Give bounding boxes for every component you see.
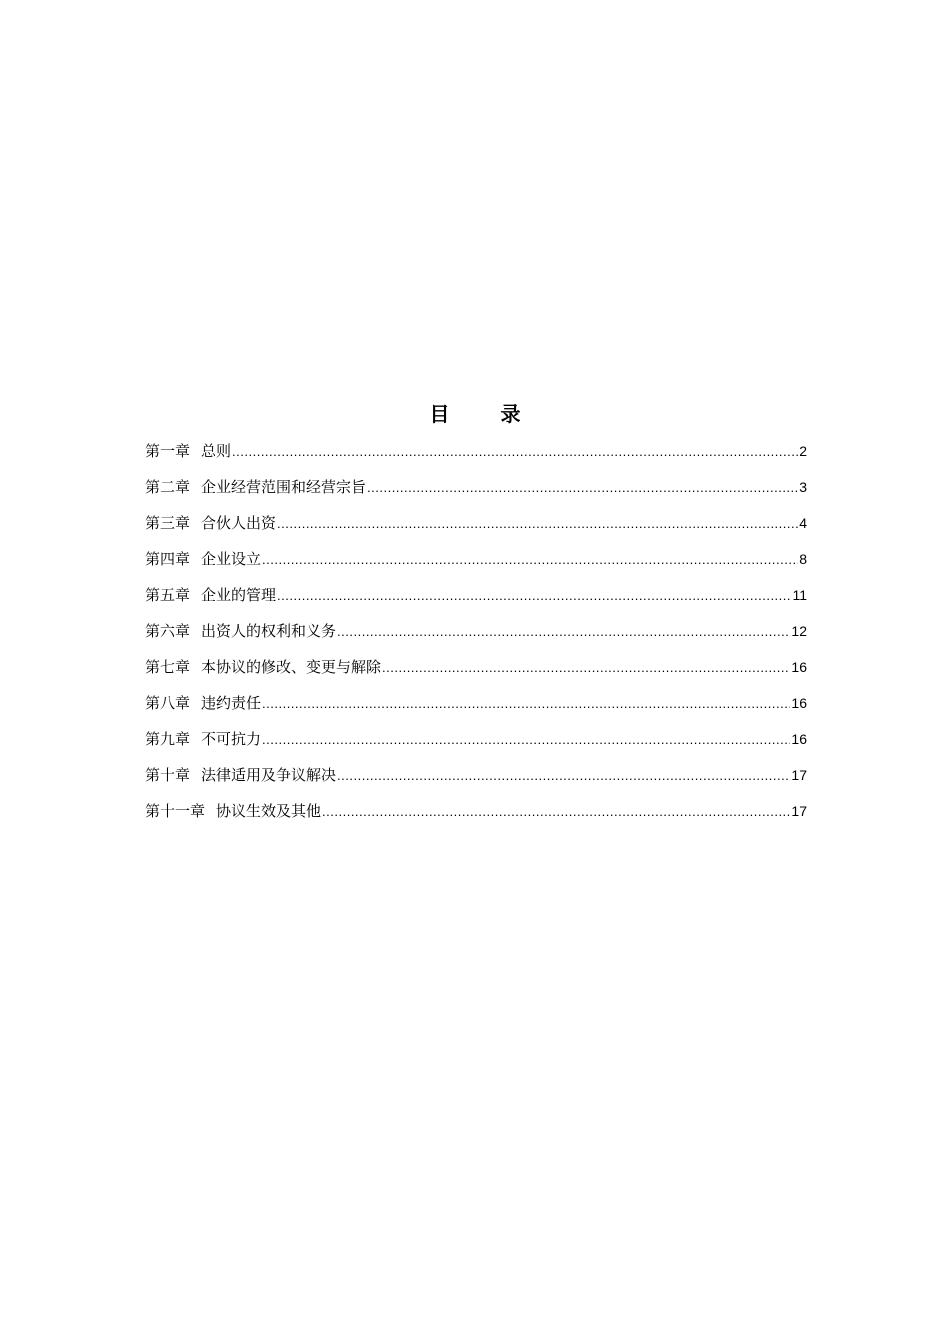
toc-dot-leader [277, 511, 798, 537]
toc-dot-leader [337, 619, 790, 645]
toc-dot-leader [367, 475, 798, 501]
toc-entry-5[interactable] [145, 582, 807, 618]
toc-entry-7[interactable] [145, 654, 807, 690]
toc-page-number: 16 [791, 695, 807, 711]
toc-page-number: 3 [799, 479, 807, 495]
toc-chapter-number: 第十一章 [145, 802, 206, 820]
toc-chapter-title: 企业设立 [201, 550, 262, 568]
toc-chapter-title: 企业经营范围和经营宗旨 [201, 478, 367, 496]
toc-page-number: 2 [799, 443, 807, 459]
toc-chapter-title: 企业的管理 [201, 586, 277, 604]
toc-page-number: 4 [799, 515, 807, 531]
toc-chapter-number: 第十章 [145, 766, 191, 784]
toc-chapter-number: 第一章 [145, 442, 191, 460]
toc-dot-leader [262, 691, 790, 717]
toc-dot-leader [322, 799, 790, 825]
toc-chapter-number: 第四章 [145, 550, 191, 568]
toc-chapter-number: 第八章 [145, 694, 191, 712]
toc-page-number: 17 [791, 767, 807, 783]
toc-dot-leader [382, 655, 790, 681]
toc-dot-leader [277, 583, 791, 609]
toc-chapter-title: 不可抗力 [201, 730, 262, 748]
toc-chapter-title: 本协议的修改、变更与解除 [201, 658, 382, 676]
toc-chapter-number: 第六章 [145, 622, 191, 640]
toc-entry-3[interactable] [145, 510, 807, 546]
toc-dot-leader [232, 439, 798, 465]
toc-page-number: 12 [791, 623, 807, 639]
toc-chapter-title: 违约责任 [201, 694, 262, 712]
toc-entry-10[interactable] [145, 762, 807, 798]
toc-chapter-title: 协议生效及其他 [216, 802, 322, 820]
toc-dot-leader [262, 727, 790, 753]
toc-entry-1[interactable] [145, 438, 807, 474]
toc-dot-leader [262, 547, 798, 573]
toc-dot-leader [337, 763, 790, 789]
toc-title: 目 录 [429, 402, 543, 426]
toc-chapter-number: 第五章 [145, 586, 191, 604]
toc-entry-9[interactable] [145, 726, 807, 762]
toc-chapter-title: 合伙人出资 [201, 514, 277, 532]
toc-entry-4[interactable] [145, 546, 807, 582]
toc-chapter-number: 第九章 [145, 730, 191, 748]
table-of-contents [145, 438, 807, 834]
toc-chapter-title: 法律适用及争议解决 [201, 766, 337, 784]
toc-chapter-title: 总则 [201, 442, 232, 460]
toc-entry-2[interactable] [145, 474, 807, 510]
toc-chapter-number: 第七章 [145, 658, 191, 676]
toc-entry-8[interactable] [145, 690, 807, 726]
toc-chapter-number: 第二章 [145, 478, 191, 496]
toc-page-number: 17 [791, 803, 807, 819]
toc-chapter-number: 第三章 [145, 514, 191, 532]
toc-entry-6[interactable] [145, 618, 807, 654]
toc-page-number: 8 [799, 551, 807, 567]
toc-page-number: 11 [792, 587, 807, 603]
toc-page-number: 16 [791, 731, 807, 747]
toc-page-number: 16 [791, 659, 807, 675]
toc-entry-11[interactable] [145, 798, 807, 834]
toc-chapter-title: 出资人的权利和义务 [201, 622, 337, 640]
